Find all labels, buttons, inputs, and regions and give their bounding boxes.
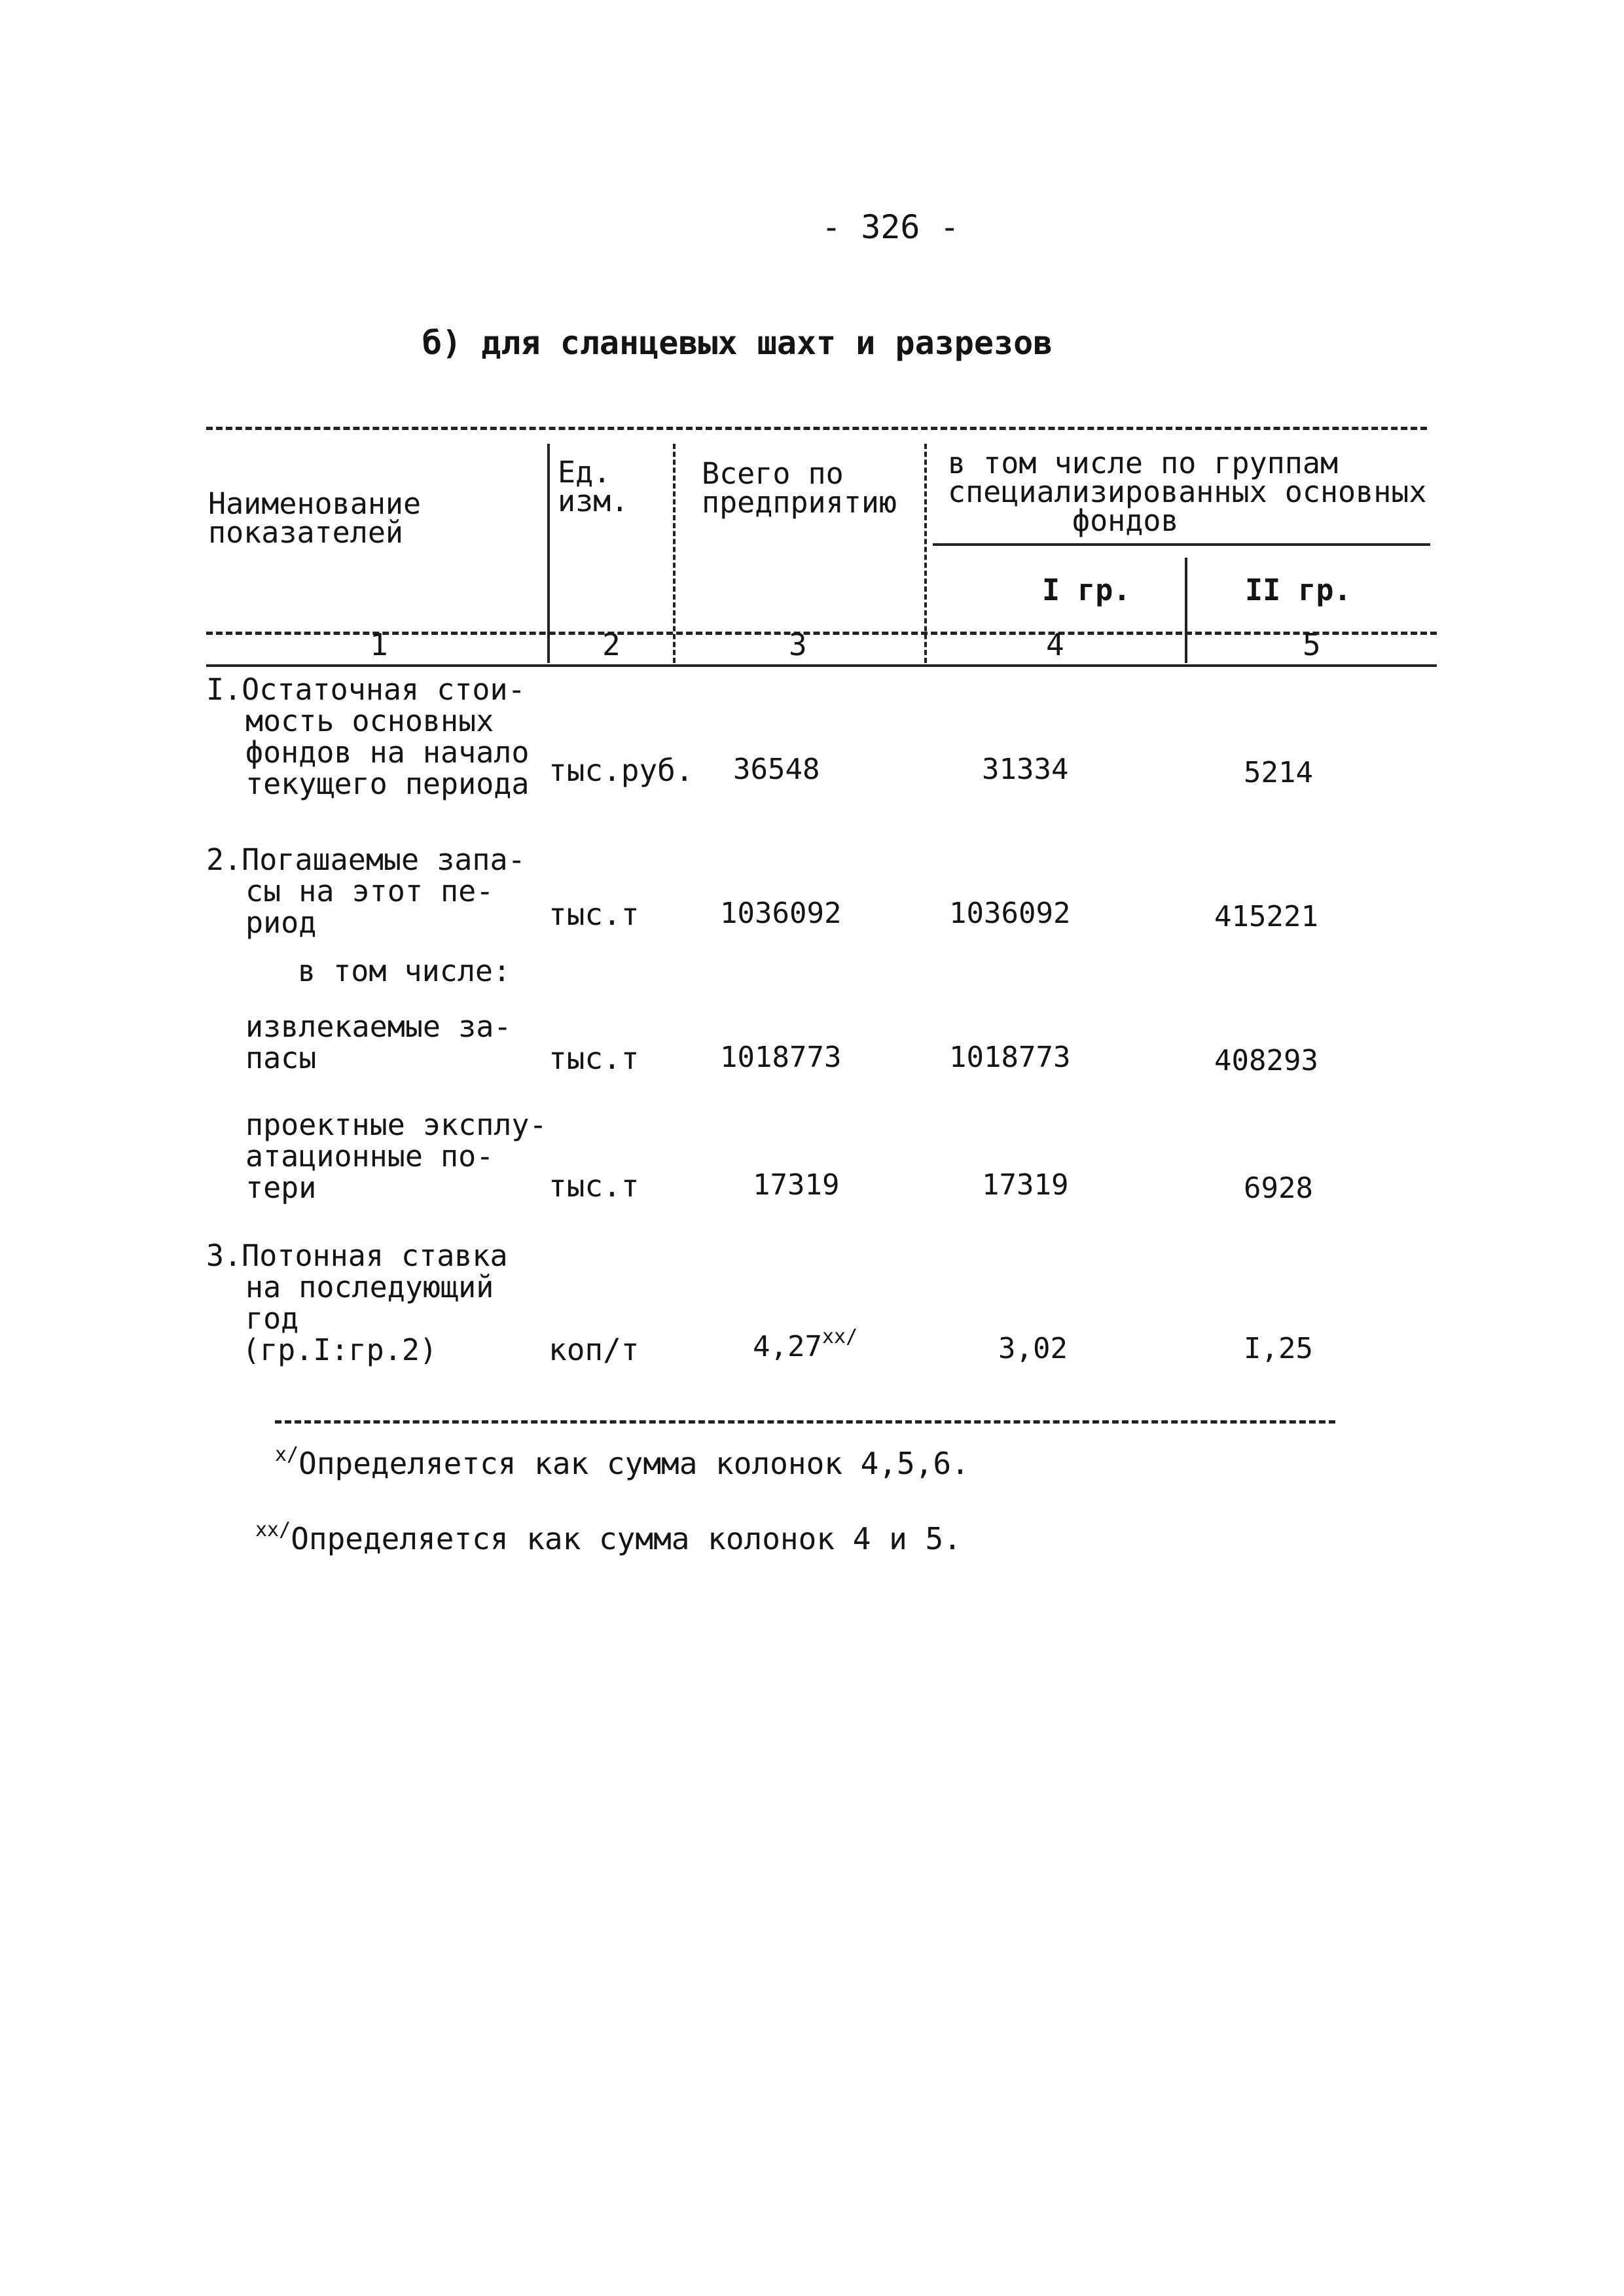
row-label: 3.Потонная ставка на последующий год (гр.I:гр.2) — [206, 1238, 508, 1367]
row-total: 17319 — [753, 1168, 840, 1202]
page-number: - 326 - — [821, 208, 960, 246]
row-group-2: 6928 — [1244, 1172, 1313, 1205]
row-label: извлекаемые за- пасы — [245, 1009, 512, 1075]
section-subtitle: б) для сланцевых шахт и разрезов — [422, 324, 1053, 362]
header-group-2: II гр. — [1245, 573, 1352, 607]
divider-group-columns — [1185, 558, 1187, 663]
table-bottom-rule — [275, 1420, 1335, 1424]
row-group-1: 1036092 — [949, 897, 1071, 930]
row-label: проектные эксплу- атационные по- тери — [245, 1107, 547, 1205]
footnote-marker: x/ — [275, 1443, 299, 1466]
row-group-1: 3,02 — [998, 1332, 1068, 1365]
column-number-1: 1 — [370, 627, 388, 662]
groups-rule — [933, 543, 1430, 546]
table-top-rule — [206, 427, 1427, 430]
header-group-1: I гр. — [1042, 573, 1131, 607]
row-unit: коп/т — [549, 1332, 640, 1367]
row-total: $4,27^{xx/}$ — [753, 1325, 858, 1363]
row-group-2: 408293 — [1214, 1044, 1318, 1077]
row-group-1: 1018773 — [949, 1041, 1071, 1074]
row-group-2: 415221 — [1214, 900, 1318, 933]
column-number-5: 5 — [1303, 627, 1321, 662]
divider-groups — [924, 444, 927, 663]
footnote-marker: xx/ — [821, 1325, 858, 1348]
column-number-rule — [206, 664, 1437, 667]
header-total: Всего по предприятию — [702, 456, 897, 520]
header-rule — [206, 632, 1437, 635]
row-label: I.Остаточная стои- мость основных фондов на начало текущего периода — [206, 672, 530, 801]
row-unit: тыс.руб. — [549, 753, 694, 788]
row-label: 2.Погашаемые запа- сы на этот пе- риод — [206, 842, 526, 940]
footnote: $^{x/}$Определяется как сумма колонок 4,5,6. — [275, 1443, 969, 1481]
column-number-3: 3 — [789, 627, 807, 662]
column-number-2: 2 — [602, 627, 621, 662]
header-name: Наименование показателей — [208, 486, 422, 550]
column-number-4: 4 — [1046, 627, 1064, 662]
header-groups: в том числе по группам специализированных основных фондов — [948, 446, 1427, 538]
row-group-1: 31334 — [982, 753, 1069, 786]
footnote: $^{xx/}$Определяется как сумма колонок 4 и 5. — [255, 1518, 962, 1556]
row-unit: тыс.т — [549, 897, 640, 932]
row-subheading: в том числе: — [298, 954, 511, 988]
row-group-1: 17319 — [982, 1168, 1069, 1202]
row-unit: тыс.т — [549, 1168, 640, 1204]
row-total: 1018773 — [720, 1041, 842, 1074]
footnote-marker: xx/ — [255, 1518, 291, 1541]
divider-unit — [547, 444, 550, 663]
header-unit: Ед. изм. — [558, 455, 629, 518]
row-total: 1036092 — [720, 897, 842, 930]
divider-total — [673, 444, 676, 663]
row-total: 36548 — [733, 753, 820, 786]
row-group-2: I,25 — [1244, 1332, 1313, 1365]
row-group-2: 5214 — [1244, 756, 1313, 789]
row-unit: тыс.т — [549, 1041, 640, 1076]
